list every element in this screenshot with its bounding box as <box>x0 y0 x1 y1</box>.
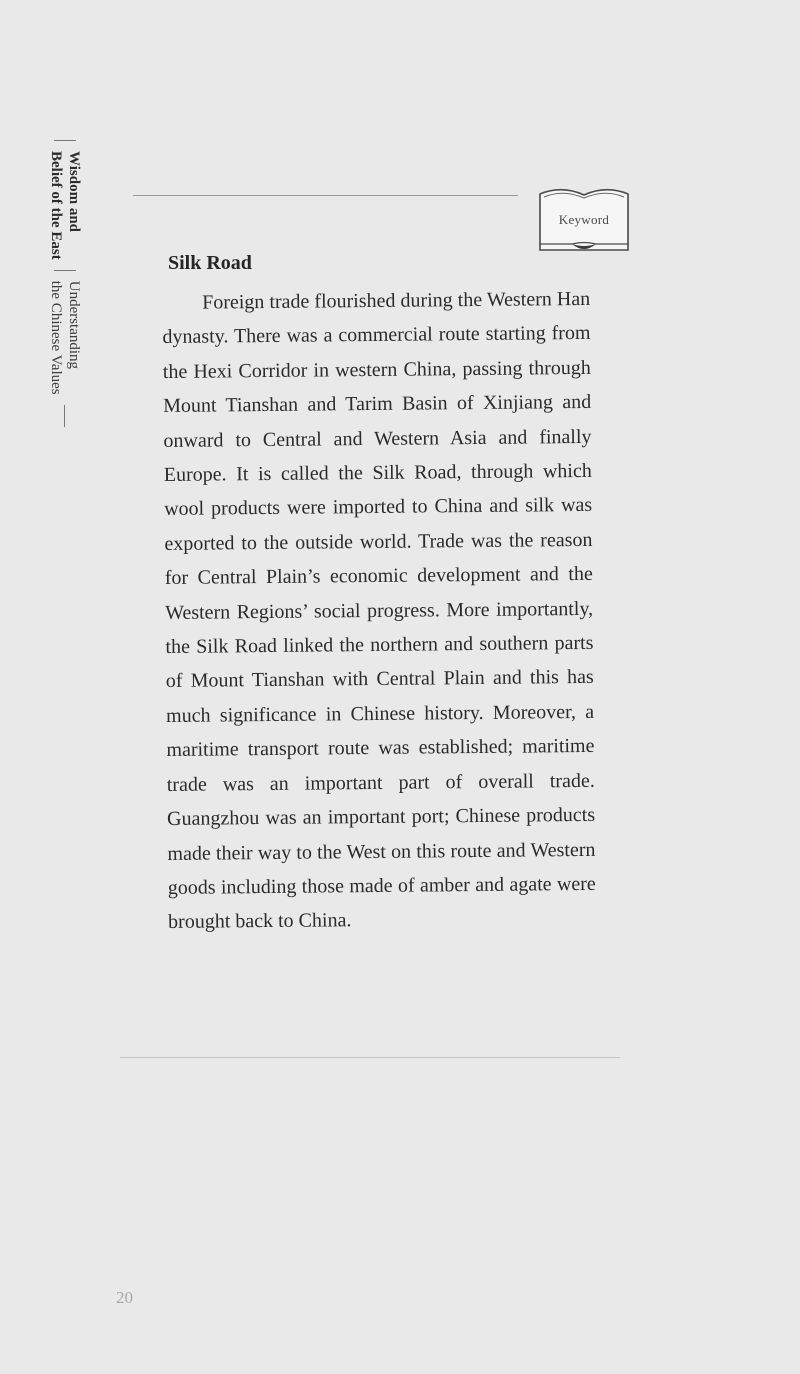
footer-rule <box>120 1057 620 1058</box>
running-head-divider <box>54 270 76 271</box>
book-subtitle-line-1: Understanding <box>66 280 82 370</box>
book-title-line-2: Belief of the East <box>48 151 64 260</box>
header-rule <box>133 195 518 196</box>
book-subtitle <box>47 281 83 395</box>
running-head-end-rule <box>65 405 66 427</box>
page-number: 20 <box>116 1288 133 1307</box>
running-head <box>47 140 83 500</box>
keyword-badge <box>536 186 632 252</box>
book-title <box>47 151 83 260</box>
keyword-label: Keyword <box>558 212 610 227</box>
entry-title: Silk Road <box>168 252 252 274</box>
book-title-line-1: Wisdom and <box>66 151 82 233</box>
entry-body: Foreign trade flourished during the Western Han dynasty. There was a commercial route starting from the Hexi Corridor in western China, passing through Mount Tianshan and Tarim Basin of Xinjiang and onward to Central and Western Asia and finally Europe. It is called the Silk Road, through which wool products were imported to China and silk was exported to the outside world. Trade was the reason for Central Plain’s economic development and the Western Regions’ social progress. More importantly, the Silk Road linked the northern and southern parts of Mount Tianshan with Central Plain and this has much significance in Chinese history. Moreover, a maritime transport route was established; maritime trade was an important part of overall trade. Guangzhou was an important port; Chinese products made their way to the West on this route and Western goods including those made of amber and agate were brought back to China. <box>162 287 596 934</box>
running-head-divider <box>54 140 76 141</box>
book-subtitle-line-2: the Chinese Values <box>48 280 64 395</box>
